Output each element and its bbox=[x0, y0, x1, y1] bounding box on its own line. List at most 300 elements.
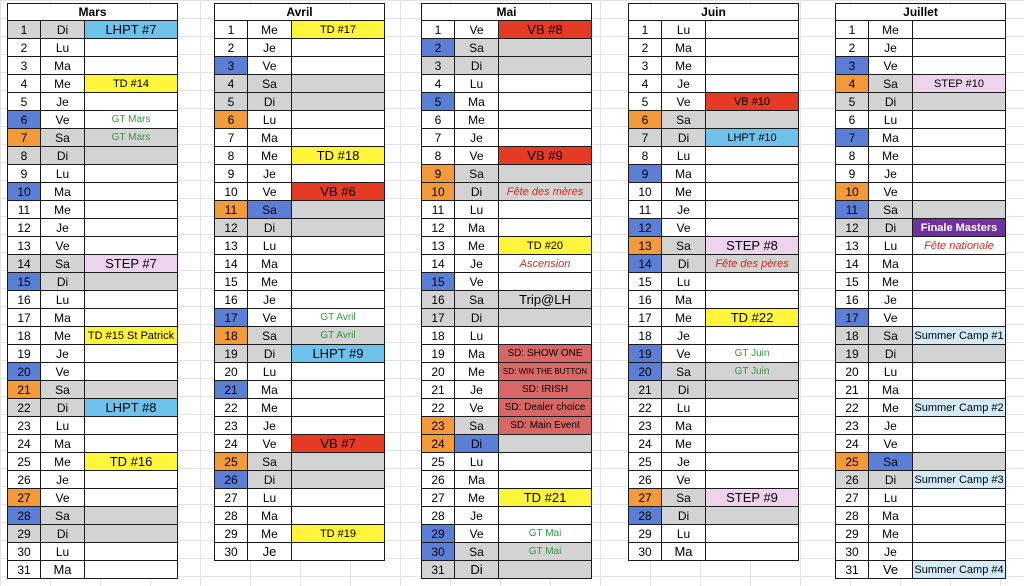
day-number-cell[interactable]: 21 bbox=[836, 381, 869, 399]
day-number-cell[interactable]: 2 bbox=[422, 39, 455, 57]
weekday-cell[interactable]: Lu bbox=[662, 147, 706, 165]
weekday-cell[interactable]: Lu bbox=[662, 21, 706, 39]
event-cell[interactable] bbox=[913, 363, 1006, 381]
event-cell[interactable] bbox=[499, 471, 592, 489]
event-cell[interactable] bbox=[292, 507, 385, 525]
weekday-cell[interactable]: Je bbox=[41, 219, 85, 237]
day-number-cell[interactable]: 17 bbox=[8, 309, 41, 327]
day-number-cell[interactable]: 15 bbox=[215, 273, 248, 291]
day-number-cell[interactable]: 14 bbox=[629, 255, 662, 273]
weekday-cell[interactable]: Ve bbox=[41, 237, 85, 255]
day-number-cell[interactable]: 18 bbox=[836, 327, 869, 345]
event-cell[interactable] bbox=[913, 39, 1006, 57]
day-number-cell[interactable]: 14 bbox=[215, 255, 248, 273]
weekday-cell[interactable]: Ma bbox=[455, 345, 499, 363]
event-cell[interactable]: SD: Dealer choice bbox=[499, 399, 592, 417]
event-cell[interactable] bbox=[913, 543, 1006, 561]
weekday-cell[interactable]: Sa bbox=[869, 453, 913, 471]
weekday-cell[interactable]: Ve bbox=[869, 561, 913, 579]
weekday-cell[interactable]: Sa bbox=[455, 39, 499, 57]
weekday-cell[interactable]: Je bbox=[455, 255, 499, 273]
weekday-cell[interactable]: Lu bbox=[248, 489, 292, 507]
weekday-cell[interactable]: Me bbox=[662, 57, 706, 75]
day-number-cell[interactable]: 11 bbox=[836, 201, 869, 219]
weekday-cell[interactable]: Ma bbox=[869, 507, 913, 525]
weekday-cell[interactable]: Je bbox=[662, 453, 706, 471]
event-cell[interactable] bbox=[499, 111, 592, 129]
day-number-cell[interactable]: 9 bbox=[8, 165, 41, 183]
weekday-cell[interactable]: Lu bbox=[662, 273, 706, 291]
day-number-cell[interactable]: 5 bbox=[215, 93, 248, 111]
event-cell[interactable] bbox=[913, 93, 1006, 111]
weekday-cell[interactable]: Di bbox=[662, 255, 706, 273]
event-cell[interactable]: STEP #7 bbox=[85, 255, 178, 273]
day-number-cell[interactable]: 13 bbox=[8, 237, 41, 255]
day-number-cell[interactable]: 5 bbox=[629, 93, 662, 111]
weekday-cell[interactable]: Je bbox=[455, 381, 499, 399]
day-number-cell[interactable]: 1 bbox=[836, 21, 869, 39]
day-number-cell[interactable]: 4 bbox=[422, 75, 455, 93]
weekday-cell[interactable]: Me bbox=[869, 21, 913, 39]
event-cell[interactable] bbox=[706, 147, 799, 165]
weekday-cell[interactable]: Ma bbox=[455, 471, 499, 489]
weekday-cell[interactable]: Je bbox=[248, 39, 292, 57]
weekday-cell[interactable]: Sa bbox=[455, 543, 499, 561]
event-cell[interactable] bbox=[499, 57, 592, 75]
event-cell[interactable] bbox=[85, 273, 178, 291]
day-number-cell[interactable]: 25 bbox=[836, 453, 869, 471]
day-number-cell[interactable]: 10 bbox=[422, 183, 455, 201]
weekday-cell[interactable]: Di bbox=[455, 309, 499, 327]
event-cell[interactable] bbox=[499, 273, 592, 291]
weekday-cell[interactable]: Di bbox=[662, 507, 706, 525]
weekday-cell[interactable]: Sa bbox=[662, 363, 706, 381]
day-number-cell[interactable]: 26 bbox=[836, 471, 869, 489]
day-number-cell[interactable]: 8 bbox=[836, 147, 869, 165]
day-number-cell[interactable]: 15 bbox=[629, 273, 662, 291]
day-number-cell[interactable]: 3 bbox=[629, 57, 662, 75]
event-cell[interactable] bbox=[292, 399, 385, 417]
event-cell[interactable]: VB #8 bbox=[499, 21, 592, 39]
event-cell[interactable]: TD #14 bbox=[85, 75, 178, 93]
event-cell[interactable]: STEP #9 bbox=[706, 489, 799, 507]
weekday-cell[interactable]: Je bbox=[869, 291, 913, 309]
weekday-cell[interactable]: Ma bbox=[41, 435, 85, 453]
weekday-cell[interactable]: Me bbox=[662, 183, 706, 201]
event-cell[interactable] bbox=[292, 489, 385, 507]
event-cell[interactable] bbox=[85, 525, 178, 543]
day-number-cell[interactable]: 10 bbox=[629, 183, 662, 201]
weekday-cell[interactable]: Sa bbox=[662, 111, 706, 129]
event-cell[interactable] bbox=[85, 363, 178, 381]
day-number-cell[interactable]: 22 bbox=[422, 399, 455, 417]
event-cell[interactable] bbox=[499, 201, 592, 219]
day-number-cell[interactable]: 6 bbox=[422, 111, 455, 129]
weekday-cell[interactable]: Me bbox=[248, 21, 292, 39]
day-number-cell[interactable]: 10 bbox=[8, 183, 41, 201]
day-number-cell[interactable]: 19 bbox=[215, 345, 248, 363]
day-number-cell[interactable]: 8 bbox=[422, 147, 455, 165]
weekday-cell[interactable]: Lu bbox=[662, 525, 706, 543]
day-number-cell[interactable]: 18 bbox=[422, 327, 455, 345]
day-number-cell[interactable]: 7 bbox=[836, 129, 869, 147]
day-number-cell[interactable]: 30 bbox=[215, 543, 248, 561]
day-number-cell[interactable]: 1 bbox=[215, 21, 248, 39]
event-cell[interactable] bbox=[706, 291, 799, 309]
day-number-cell[interactable]: 5 bbox=[8, 93, 41, 111]
event-cell[interactable] bbox=[292, 93, 385, 111]
event-cell[interactable] bbox=[499, 93, 592, 111]
weekday-cell[interactable]: Di bbox=[248, 471, 292, 489]
event-cell[interactable] bbox=[85, 489, 178, 507]
day-number-cell[interactable]: 27 bbox=[629, 489, 662, 507]
day-number-cell[interactable]: 11 bbox=[8, 201, 41, 219]
weekday-cell[interactable]: Lu bbox=[869, 489, 913, 507]
day-number-cell[interactable]: 12 bbox=[8, 219, 41, 237]
day-number-cell[interactable]: 2 bbox=[8, 39, 41, 57]
event-cell[interactable]: SD: SHOW ONE bbox=[499, 345, 592, 363]
event-cell[interactable] bbox=[85, 57, 178, 75]
event-cell[interactable] bbox=[85, 561, 178, 579]
event-cell[interactable] bbox=[292, 363, 385, 381]
event-cell[interactable]: GT Juin bbox=[706, 345, 799, 363]
day-number-cell[interactable]: 7 bbox=[8, 129, 41, 147]
day-number-cell[interactable]: 7 bbox=[629, 129, 662, 147]
event-cell[interactable] bbox=[85, 183, 178, 201]
event-cell[interactable]: GT Avril bbox=[292, 309, 385, 327]
event-cell[interactable] bbox=[85, 309, 178, 327]
event-cell[interactable] bbox=[913, 147, 1006, 165]
weekday-cell[interactable]: Lu bbox=[41, 165, 85, 183]
weekday-cell[interactable]: Ve bbox=[662, 219, 706, 237]
weekday-cell[interactable]: Sa bbox=[662, 237, 706, 255]
day-number-cell[interactable]: 19 bbox=[8, 345, 41, 363]
weekday-cell[interactable]: Je bbox=[455, 129, 499, 147]
day-number-cell[interactable]: 13 bbox=[422, 237, 455, 255]
weekday-cell[interactable]: Me bbox=[869, 399, 913, 417]
event-cell[interactable] bbox=[706, 165, 799, 183]
event-cell[interactable] bbox=[706, 381, 799, 399]
weekday-cell[interactable]: Me bbox=[41, 453, 85, 471]
event-cell[interactable]: TD #17 bbox=[292, 21, 385, 39]
event-cell[interactable] bbox=[913, 525, 1006, 543]
weekday-cell[interactable]: Lu bbox=[455, 453, 499, 471]
event-cell[interactable] bbox=[292, 129, 385, 147]
day-number-cell[interactable]: 13 bbox=[629, 237, 662, 255]
event-cell[interactable] bbox=[706, 219, 799, 237]
event-cell[interactable]: SD: WIN THE BUTTON bbox=[499, 363, 592, 381]
event-cell[interactable] bbox=[913, 489, 1006, 507]
day-number-cell[interactable]: 24 bbox=[422, 435, 455, 453]
day-number-cell[interactable]: 23 bbox=[8, 417, 41, 435]
weekday-cell[interactable]: Ma bbox=[248, 381, 292, 399]
day-number-cell[interactable]: 20 bbox=[215, 363, 248, 381]
event-cell[interactable] bbox=[913, 183, 1006, 201]
event-cell[interactable] bbox=[706, 543, 799, 561]
event-cell[interactable]: Summer Camp #2 bbox=[913, 399, 1006, 417]
weekday-cell[interactable]: Ma bbox=[662, 417, 706, 435]
weekday-cell[interactable]: Me bbox=[869, 147, 913, 165]
day-number-cell[interactable]: 29 bbox=[8, 525, 41, 543]
day-number-cell[interactable]: 11 bbox=[422, 201, 455, 219]
day-number-cell[interactable]: 19 bbox=[836, 345, 869, 363]
event-cell[interactable] bbox=[706, 525, 799, 543]
day-number-cell[interactable]: 28 bbox=[215, 507, 248, 525]
event-cell[interactable] bbox=[85, 291, 178, 309]
weekday-cell[interactable]: Me bbox=[41, 201, 85, 219]
day-number-cell[interactable]: 1 bbox=[422, 21, 455, 39]
day-number-cell[interactable]: 6 bbox=[629, 111, 662, 129]
event-cell[interactable]: TD #21 bbox=[499, 489, 592, 507]
event-cell[interactable] bbox=[706, 327, 799, 345]
day-number-cell[interactable]: 12 bbox=[422, 219, 455, 237]
event-cell[interactable] bbox=[292, 201, 385, 219]
event-cell[interactable]: GT Mai bbox=[499, 543, 592, 561]
day-number-cell[interactable]: 17 bbox=[422, 309, 455, 327]
event-cell[interactable] bbox=[292, 453, 385, 471]
event-cell[interactable] bbox=[913, 21, 1006, 39]
day-number-cell[interactable]: 30 bbox=[836, 543, 869, 561]
weekday-cell[interactable]: Je bbox=[41, 345, 85, 363]
day-number-cell[interactable]: 28 bbox=[422, 507, 455, 525]
day-number-cell[interactable]: 29 bbox=[629, 525, 662, 543]
event-cell[interactable]: VB #6 bbox=[292, 183, 385, 201]
day-number-cell[interactable]: 31 bbox=[836, 561, 869, 579]
event-cell[interactable]: TD #22 bbox=[706, 309, 799, 327]
weekday-cell[interactable]: Me bbox=[869, 525, 913, 543]
day-number-cell[interactable]: 24 bbox=[836, 435, 869, 453]
event-cell[interactable] bbox=[499, 561, 592, 579]
weekday-cell[interactable]: Je bbox=[869, 543, 913, 561]
day-number-cell[interactable]: 12 bbox=[629, 219, 662, 237]
day-number-cell[interactable]: 29 bbox=[422, 525, 455, 543]
day-number-cell[interactable]: 2 bbox=[836, 39, 869, 57]
day-number-cell[interactable]: 4 bbox=[836, 75, 869, 93]
event-cell[interactable] bbox=[913, 507, 1006, 525]
day-number-cell[interactable]: 16 bbox=[422, 291, 455, 309]
day-number-cell[interactable]: 16 bbox=[836, 291, 869, 309]
weekday-cell[interactable]: Lu bbox=[41, 543, 85, 561]
event-cell[interactable] bbox=[706, 21, 799, 39]
event-cell[interactable] bbox=[499, 507, 592, 525]
weekday-cell[interactable]: Di bbox=[455, 435, 499, 453]
weekday-cell[interactable]: Je bbox=[248, 417, 292, 435]
weekday-cell[interactable]: Di bbox=[248, 345, 292, 363]
event-cell[interactable] bbox=[292, 237, 385, 255]
event-cell[interactable] bbox=[85, 507, 178, 525]
weekday-cell[interactable]: Ma bbox=[869, 129, 913, 147]
day-number-cell[interactable]: 8 bbox=[629, 147, 662, 165]
event-cell[interactable] bbox=[499, 453, 592, 471]
day-number-cell[interactable]: 26 bbox=[215, 471, 248, 489]
event-cell[interactable] bbox=[706, 507, 799, 525]
event-cell[interactable]: VB #10 bbox=[706, 93, 799, 111]
weekday-cell[interactable]: Je bbox=[248, 543, 292, 561]
day-number-cell[interactable]: 9 bbox=[836, 165, 869, 183]
day-number-cell[interactable]: 17 bbox=[629, 309, 662, 327]
event-cell[interactable]: GT Avril bbox=[292, 327, 385, 345]
event-cell[interactable] bbox=[85, 165, 178, 183]
event-cell[interactable] bbox=[913, 417, 1006, 435]
day-number-cell[interactable]: 22 bbox=[215, 399, 248, 417]
event-cell[interactable] bbox=[292, 219, 385, 237]
day-number-cell[interactable]: 21 bbox=[422, 381, 455, 399]
event-cell[interactable] bbox=[85, 147, 178, 165]
weekday-cell[interactable]: Ve bbox=[869, 309, 913, 327]
event-cell[interactable] bbox=[913, 435, 1006, 453]
day-number-cell[interactable]: 8 bbox=[8, 147, 41, 165]
event-cell[interactable] bbox=[913, 255, 1006, 273]
weekday-cell[interactable]: Di bbox=[869, 345, 913, 363]
day-number-cell[interactable]: 30 bbox=[422, 543, 455, 561]
weekday-cell[interactable]: Ve bbox=[41, 111, 85, 129]
day-number-cell[interactable]: 6 bbox=[836, 111, 869, 129]
event-cell[interactable] bbox=[499, 327, 592, 345]
day-number-cell[interactable]: 22 bbox=[8, 399, 41, 417]
weekday-cell[interactable]: Di bbox=[248, 93, 292, 111]
weekday-cell[interactable]: Me bbox=[248, 399, 292, 417]
weekday-cell[interactable]: Lu bbox=[41, 417, 85, 435]
day-number-cell[interactable]: 13 bbox=[836, 237, 869, 255]
weekday-cell[interactable]: Sa bbox=[41, 381, 85, 399]
weekday-cell[interactable]: Me bbox=[662, 435, 706, 453]
event-cell[interactable] bbox=[913, 345, 1006, 363]
event-cell[interactable] bbox=[706, 399, 799, 417]
day-number-cell[interactable]: 28 bbox=[629, 507, 662, 525]
day-number-cell[interactable]: 15 bbox=[836, 273, 869, 291]
weekday-cell[interactable]: Me bbox=[248, 525, 292, 543]
event-cell[interactable] bbox=[913, 129, 1006, 147]
weekday-cell[interactable]: Sa bbox=[248, 327, 292, 345]
weekday-cell[interactable]: Ve bbox=[662, 93, 706, 111]
day-number-cell[interactable]: 16 bbox=[8, 291, 41, 309]
day-number-cell[interactable]: 13 bbox=[215, 237, 248, 255]
event-cell[interactable]: TD #19 bbox=[292, 525, 385, 543]
day-number-cell[interactable]: 6 bbox=[215, 111, 248, 129]
weekday-cell[interactable]: Me bbox=[455, 363, 499, 381]
weekday-cell[interactable]: Sa bbox=[455, 165, 499, 183]
day-number-cell[interactable]: 3 bbox=[836, 57, 869, 75]
event-cell[interactable]: Summer Camp #1 bbox=[913, 327, 1006, 345]
weekday-cell[interactable]: Di bbox=[455, 183, 499, 201]
event-cell[interactable] bbox=[706, 39, 799, 57]
weekday-cell[interactable]: Sa bbox=[248, 453, 292, 471]
event-cell[interactable] bbox=[913, 57, 1006, 75]
weekday-cell[interactable]: Me bbox=[455, 111, 499, 129]
weekday-cell[interactable]: Lu bbox=[455, 327, 499, 345]
weekday-cell[interactable]: Ve bbox=[248, 183, 292, 201]
event-cell[interactable]: TD #18 bbox=[292, 147, 385, 165]
weekday-cell[interactable]: Me bbox=[41, 75, 85, 93]
weekday-cell[interactable]: Lu bbox=[869, 111, 913, 129]
day-number-cell[interactable]: 6 bbox=[8, 111, 41, 129]
event-cell[interactable] bbox=[292, 471, 385, 489]
weekday-cell[interactable]: Sa bbox=[41, 129, 85, 147]
weekday-cell[interactable]: Ve bbox=[248, 57, 292, 75]
day-number-cell[interactable]: 22 bbox=[629, 399, 662, 417]
weekday-cell[interactable]: Sa bbox=[455, 417, 499, 435]
event-cell[interactable] bbox=[499, 309, 592, 327]
event-cell[interactable] bbox=[913, 201, 1006, 219]
day-number-cell[interactable]: 20 bbox=[629, 363, 662, 381]
day-number-cell[interactable]: 2 bbox=[629, 39, 662, 57]
weekday-cell[interactable]: Lu bbox=[455, 201, 499, 219]
day-number-cell[interactable]: 9 bbox=[215, 165, 248, 183]
weekday-cell[interactable]: Me bbox=[455, 489, 499, 507]
weekday-cell[interactable]: Je bbox=[869, 165, 913, 183]
event-cell[interactable]: GT Juin bbox=[706, 363, 799, 381]
event-cell[interactable] bbox=[499, 75, 592, 93]
weekday-cell[interactable]: Je bbox=[869, 417, 913, 435]
event-cell[interactable] bbox=[706, 75, 799, 93]
day-number-cell[interactable]: 23 bbox=[629, 417, 662, 435]
weekday-cell[interactable]: Je bbox=[662, 201, 706, 219]
weekday-cell[interactable]: Ma bbox=[662, 291, 706, 309]
day-number-cell[interactable]: 27 bbox=[422, 489, 455, 507]
weekday-cell[interactable]: Je bbox=[662, 75, 706, 93]
day-number-cell[interactable]: 26 bbox=[422, 471, 455, 489]
event-cell[interactable] bbox=[706, 417, 799, 435]
weekday-cell[interactable]: Ve bbox=[455, 21, 499, 39]
event-cell[interactable]: Summer Camp #3 bbox=[913, 471, 1006, 489]
weekday-cell[interactable]: Lu bbox=[248, 111, 292, 129]
weekday-cell[interactable]: Sa bbox=[41, 507, 85, 525]
day-number-cell[interactable]: 11 bbox=[215, 201, 248, 219]
day-number-cell[interactable]: 25 bbox=[8, 453, 41, 471]
event-cell[interactable]: Fête nationale bbox=[913, 237, 1006, 255]
day-number-cell[interactable]: 18 bbox=[215, 327, 248, 345]
event-cell[interactable] bbox=[292, 543, 385, 561]
event-cell[interactable] bbox=[292, 255, 385, 273]
event-cell[interactable] bbox=[292, 291, 385, 309]
event-cell[interactable] bbox=[913, 291, 1006, 309]
day-number-cell[interactable]: 20 bbox=[8, 363, 41, 381]
weekday-cell[interactable]: Je bbox=[248, 291, 292, 309]
day-number-cell[interactable]: 27 bbox=[836, 489, 869, 507]
weekday-cell[interactable]: Ve bbox=[869, 57, 913, 75]
weekday-cell[interactable]: Di bbox=[41, 525, 85, 543]
weekday-cell[interactable]: Sa bbox=[869, 201, 913, 219]
day-number-cell[interactable]: 12 bbox=[836, 219, 869, 237]
day-number-cell[interactable]: 12 bbox=[215, 219, 248, 237]
event-cell[interactable]: TD #16 bbox=[85, 453, 178, 471]
weekday-cell[interactable]: Sa bbox=[869, 327, 913, 345]
weekday-cell[interactable]: Me bbox=[869, 273, 913, 291]
weekday-cell[interactable]: Ma bbox=[248, 129, 292, 147]
day-number-cell[interactable]: 25 bbox=[422, 453, 455, 471]
day-number-cell[interactable]: 17 bbox=[215, 309, 248, 327]
event-cell[interactable] bbox=[292, 57, 385, 75]
day-number-cell[interactable]: 27 bbox=[8, 489, 41, 507]
weekday-cell[interactable]: Me bbox=[41, 327, 85, 345]
day-number-cell[interactable]: 10 bbox=[836, 183, 869, 201]
event-cell[interactable] bbox=[85, 381, 178, 399]
event-cell[interactable] bbox=[913, 453, 1006, 471]
weekday-cell[interactable]: Di bbox=[41, 273, 85, 291]
weekday-cell[interactable]: Ve bbox=[869, 183, 913, 201]
event-cell[interactable]: Fête des pères bbox=[706, 255, 799, 273]
event-cell[interactable] bbox=[706, 453, 799, 471]
weekday-cell[interactable]: Ve bbox=[662, 345, 706, 363]
day-number-cell[interactable]: 18 bbox=[629, 327, 662, 345]
weekday-cell[interactable]: Lu bbox=[41, 39, 85, 57]
event-cell[interactable]: Trip@LH bbox=[499, 291, 592, 309]
weekday-cell[interactable]: Di bbox=[41, 147, 85, 165]
weekday-cell[interactable]: Ve bbox=[248, 435, 292, 453]
weekday-cell[interactable]: Ma bbox=[41, 309, 85, 327]
event-cell[interactable] bbox=[706, 273, 799, 291]
day-number-cell[interactable]: 3 bbox=[422, 57, 455, 75]
